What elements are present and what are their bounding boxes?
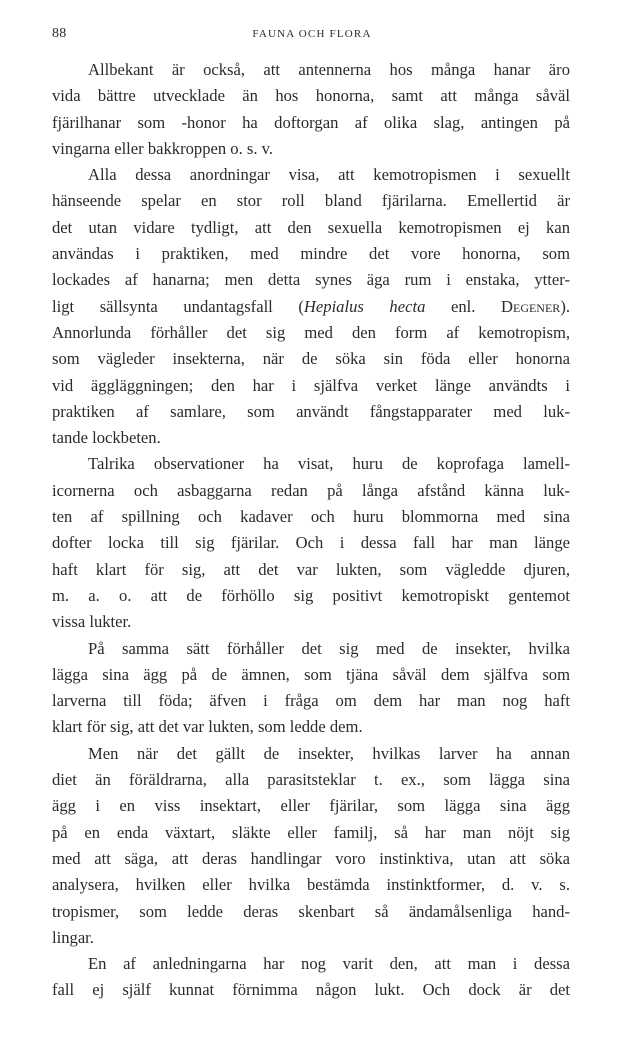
text-line: ägg i en viss insektart, eller fjärilar, som lägga sina ägg (52, 796, 570, 816)
text-segment: enl. (425, 296, 501, 316)
text-line: Annorlunda förhåller det sig med den form af kemotropism, (52, 322, 570, 342)
text-segment: ). (560, 296, 570, 316)
text-line: praktiken af samlare, som användt fångstapparater med luk- (52, 401, 570, 421)
text-line: fjärilhanar som -honor ha doftorgan af olika slag, antingen på (52, 112, 570, 132)
text-line: En af anledningarna har nog varit den, att man i dessa (88, 954, 570, 974)
page-header (52, 26, 572, 42)
text-line: haft klart för sig, att det var lukten, som vägledde djuren, (52, 559, 570, 579)
text-line: larverna till föda; äfven i fråga om dem har man nog haft (52, 691, 570, 711)
text-line: vid äggläggningen; den har i själfva verket länge användts i (52, 375, 570, 395)
text-line: vissa lukter. (52, 612, 132, 632)
text-line: lockades af hanarna; men detta synes äga rum i enstaka, ytter- (52, 270, 570, 290)
text-line: lingar. (52, 927, 94, 947)
text-line (52, 294, 570, 320)
author-name: Degener (501, 296, 561, 316)
text-line: analysera, hvilken eller hvilka bestämda instinktformer, d. v. s. (52, 875, 570, 895)
text-line: som vägleder insekterna, när de söka sin föda eller honorna (52, 349, 570, 369)
running-title: FAUNA OCH FLORA (252, 28, 372, 40)
text-line: användas i praktiken, med mindre det vore honorna, som (52, 244, 570, 264)
text-line: fall ej själf kunnat förnimma någon lukt. Och dock är det (52, 980, 570, 1000)
text-line: med att säga, att deras handlingar voro instinktiva, utan att söka (52, 848, 570, 868)
text-line: vingarna eller bakkroppen o. s. v. (52, 138, 274, 158)
text-line: tropismer, som ledde deras skenbart så ändamålsenliga hand- (52, 901, 570, 921)
text-line: lägga sina ägg på de ämnen, som tjäna såväl dem själfva som (52, 664, 570, 684)
text-line: Allbekant är också, att antennerna hos många hanar äro (88, 60, 570, 79)
text-line: på en enda växtart, släkte eller familj, så har man nöjt sig (52, 822, 570, 842)
text-line: dofter locka till sig fjärilar. Och i dessa fall har man länge (52, 533, 570, 553)
text-line: Alla dessa anordningar visa, att kemotropismen i sexuellt (88, 165, 570, 185)
text-line: hänseende spelar en stor roll bland fjärilarna. Emellertid är (52, 191, 570, 211)
text-line: Talrika observationer ha visat, huru de koprofaga lamell- (88, 454, 570, 474)
species-name: Hepialus hecta (303, 296, 426, 316)
text-line: det utan vidare tydligt, att den sexuella kemotropismen ej kan (52, 217, 570, 237)
text-line: diet än föräldrarna, alla parasitsteklar t. ex., som lägga sina (52, 770, 570, 790)
body-text (52, 57, 570, 1004)
text-line: icornerna och asbaggarna redan på långa afstånd känna luk- (52, 480, 570, 500)
page-number: 88 (52, 26, 67, 41)
text-line: Men när det gällt de insekter, hvilkas larver ha annan (88, 743, 570, 763)
text-segment: ligt sällsynta undantagsfall ( (52, 296, 304, 316)
text-line: m. a. o. att de förhöllo sig positivt kemotropiskt gentemot (52, 585, 570, 605)
text-line: klart för sig, att det var lukten, som ledde dem. (52, 717, 363, 737)
text-line: tande lockbeten. (52, 428, 161, 448)
text-line: vida bättre utvecklade än hos honorna, samt att många såväl (52, 86, 570, 106)
text-line: ten af spillning och kadaver och huru blommorna med sina (52, 507, 570, 527)
text-line: På samma sätt förhåller det sig med de insekter, hvilka (88, 638, 570, 658)
